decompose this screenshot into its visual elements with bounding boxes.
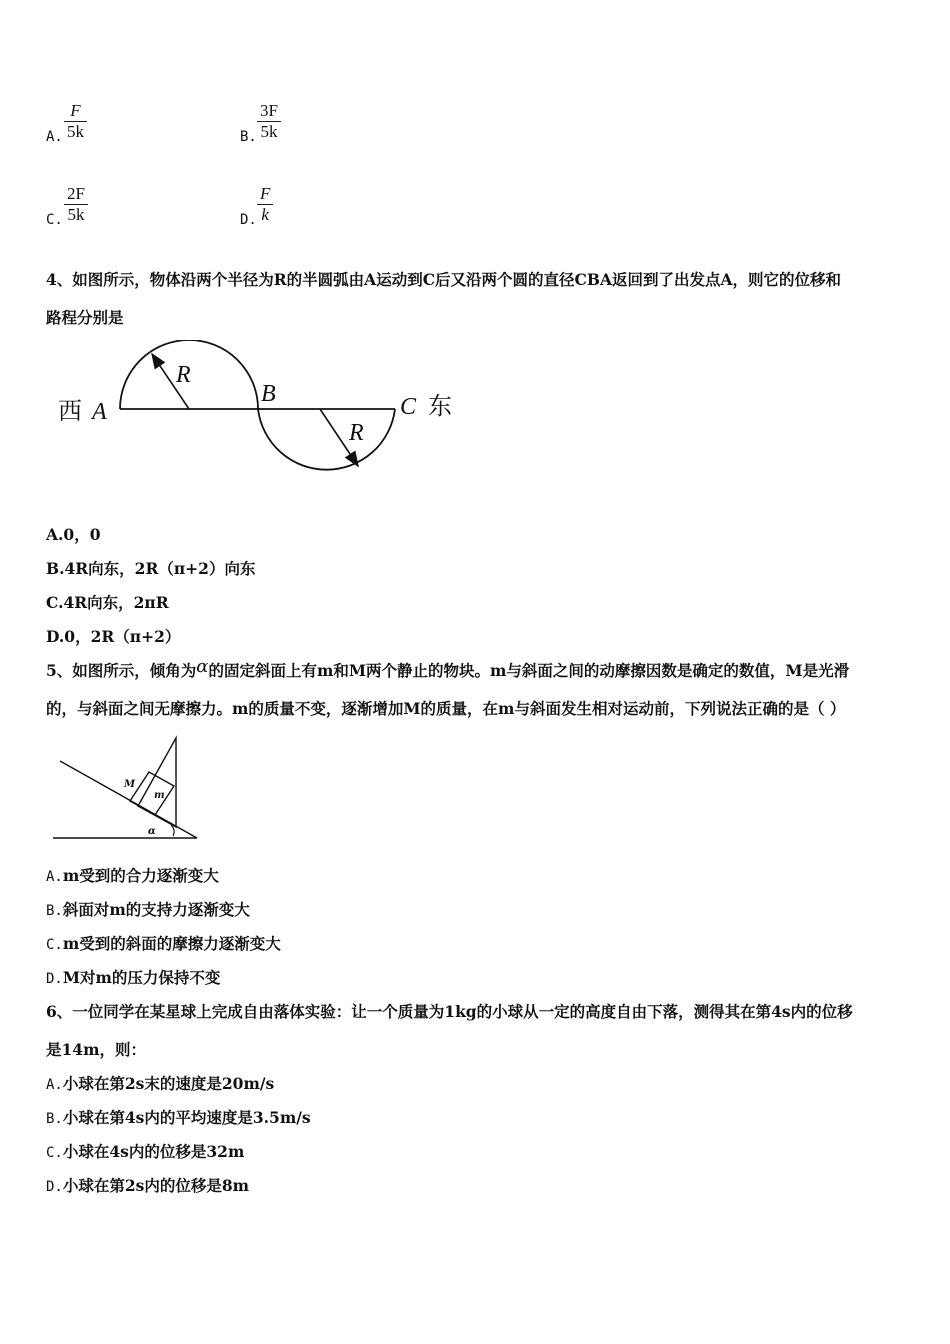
question-6-stem-line-2: 是14m，则： <box>46 1040 146 1059</box>
fraction-numerator: F <box>260 184 271 203</box>
angle-label: α <box>148 826 156 837</box>
question-5-option-c <box>46 932 281 954</box>
point-c-label: C <box>400 394 417 420</box>
block-m-big <box>130 772 174 815</box>
question-5-option-b <box>46 898 250 920</box>
block-m-small <box>138 738 176 827</box>
angle-arc <box>171 825 174 836</box>
fraction-numerator: 3F <box>260 101 278 120</box>
fraction-denominator: 5k <box>260 122 278 141</box>
stem-text-before-alpha: 5、如图所示，倾角为 <box>46 661 197 680</box>
alpha-symbol: α <box>196 656 209 677</box>
question-6-option-a <box>46 1072 274 1094</box>
option-text: 小球在第2s内的位移是8m <box>62 1176 250 1195</box>
incline-blocks-figure <box>50 735 210 845</box>
fraction-numerator: 2F <box>67 184 85 203</box>
option-label: B. <box>46 903 63 919</box>
option-c-label: C. <box>46 212 63 228</box>
fraction-denominator: 5k <box>67 205 85 224</box>
option-a-fraction <box>64 101 87 142</box>
question-4-stem-line-2: 路程分别是 <box>46 308 124 327</box>
option-text: M对m的压力保持不变 <box>62 968 221 987</box>
option-label: A. <box>46 1077 63 1093</box>
semicircle-path-figure <box>50 340 470 490</box>
option-text: 斜面对m的支持力逐渐变大 <box>62 900 250 919</box>
question-5-option-a <box>46 864 219 886</box>
question-5-option-d <box>46 966 220 988</box>
east-label: 东 <box>428 392 452 420</box>
block-small-label: m <box>154 790 165 801</box>
question-4-option-d: D.0，2R（π+2） <box>46 627 181 646</box>
stem-text-after-alpha: 的固定斜面上有m和M两个静止的物块。m与斜面之间的动摩擦因数是确定的数值，M是光滑 <box>208 661 850 680</box>
option-label: C. <box>46 937 63 953</box>
option-text: 小球在第4s内的平均速度是3.5m/s <box>62 1108 311 1127</box>
option-b-label: B. <box>240 129 257 145</box>
option-label: D. <box>46 971 63 987</box>
option-label: C. <box>46 1145 63 1161</box>
question-6-option-b <box>46 1106 311 1128</box>
point-b-label: B <box>261 381 276 407</box>
option-d-label: D. <box>240 212 257 228</box>
option-d-fraction <box>257 184 273 225</box>
fraction-numerator: F <box>70 101 81 120</box>
option-text: 小球在第2s末的速度是20m/s <box>62 1074 275 1093</box>
fraction-denominator: k <box>261 205 269 224</box>
question-4-option-a: A.0，0 <box>46 525 101 544</box>
option-c-fraction <box>64 184 88 225</box>
question-6-stem-line-1: 6、一位同学在某星球上完成自由落体实验：让一个质量为1kg的小球从一定的高度自由下落，测得其在第4s内的位移 <box>46 1002 853 1021</box>
question-5-stem-line-1 <box>46 656 850 681</box>
radius-label-bottom: R <box>349 420 364 446</box>
option-text: m受到的合力逐渐变大 <box>62 866 219 885</box>
fraction-denominator: 5k <box>67 122 84 141</box>
point-a-label: A <box>92 399 107 425</box>
option-text: 小球在4s内的位移是32m <box>62 1142 245 1161</box>
radius-label-top: R <box>176 362 191 388</box>
question-4-option-b: B.4R向东，2R（π+2）向东 <box>46 559 256 578</box>
question-6-option-c <box>46 1140 244 1162</box>
question-4-option-c: C.4R向东，2πR <box>46 593 169 612</box>
option-label: D. <box>46 1179 63 1195</box>
option-text: m受到的斜面的摩擦力逐渐变大 <box>62 934 281 953</box>
question-5-stem-line-2: 的，与斜面之间无摩擦力。m的质量不变，逐渐增加M的质量，在m与斜面发生相对运动前，下列说法正确的是（ ） <box>46 699 846 718</box>
option-label: A. <box>46 869 63 885</box>
option-label: B. <box>46 1111 63 1127</box>
option-a-label: A. <box>46 129 63 145</box>
west-label: 西 <box>58 397 82 425</box>
question-6-option-d <box>46 1174 249 1196</box>
option-b-fraction <box>257 101 281 142</box>
question-4-stem-line-1: 4、如图所示，物体沿两个半径为R的半圆弧由A运动到C后又沿两个圆的直径CBA返回到了出发点A，则它的位移和 <box>46 270 842 289</box>
block-big-label: M <box>124 779 136 790</box>
